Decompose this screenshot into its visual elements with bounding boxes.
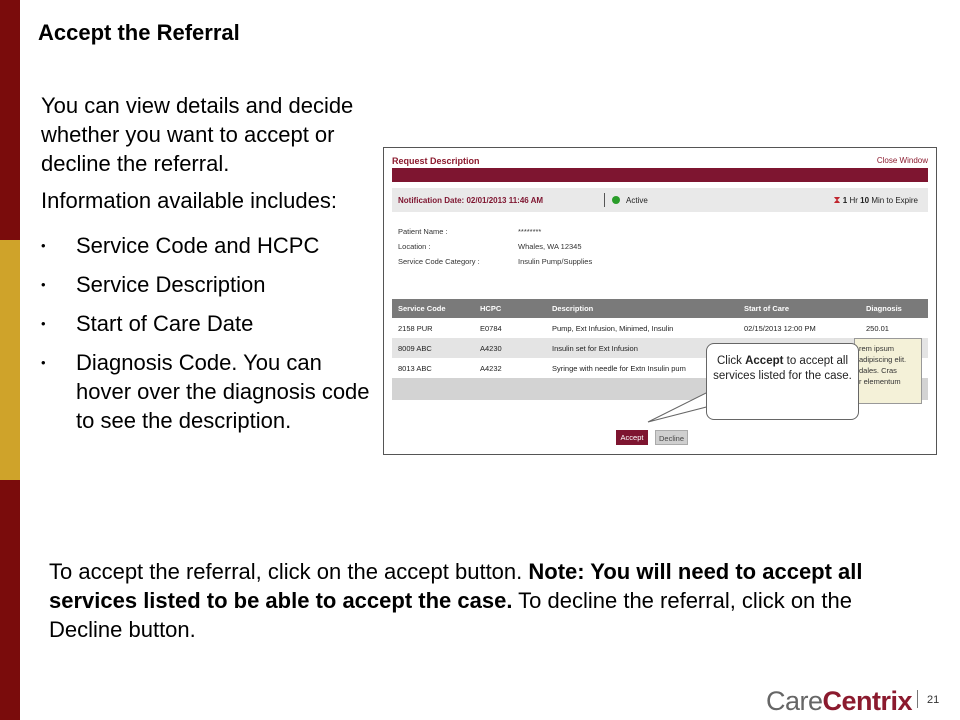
footer-divider [917, 690, 918, 708]
list-item [41, 309, 371, 338]
intro-paragraph-1: You can view details and decide whether you want to accept or decline the referral. [41, 93, 354, 176]
close-window-link[interactable]: Close Window [876, 156, 928, 165]
logo-part-2: Centrix [822, 686, 913, 716]
callout-text-bold: Accept [745, 355, 784, 367]
table-cell: Pump, Ext Infusion, Minimed, Insulin [552, 323, 674, 333]
page-number: 21 [927, 694, 940, 706]
divider [604, 193, 605, 207]
bullet-list [41, 231, 371, 435]
info-row [398, 224, 728, 239]
expire-minutes: 10 [860, 196, 870, 205]
bullet-text: Start of Care Date [76, 311, 254, 336]
list-item [41, 270, 371, 299]
table-cell: Syringe with needle for Extn Insulin pum [552, 363, 686, 373]
tooltip-line: adipiscing elit. [859, 355, 907, 364]
column-header: Service Code [392, 299, 474, 318]
bullet-text: Service Code and HCPC [76, 233, 320, 258]
expire-hours: 1 [842, 196, 848, 205]
status-badge: Active [626, 196, 648, 205]
bullet-text: Diagnosis Code. You can hover over the diagnosis code to see the description. [76, 350, 370, 433]
carecentrix-logo [766, 686, 912, 717]
tooltip-line: rem ipsum [859, 344, 895, 353]
instruction-pre: To accept the referral, click on the accept button. [49, 559, 529, 584]
bullet-icon: • [41, 355, 46, 370]
callout-text-pre: Click [716, 355, 746, 367]
list-item [41, 348, 371, 435]
info-row [398, 239, 728, 254]
table-cell: A4232 [480, 363, 502, 373]
intro-paragraph-2: Information available includes: [41, 188, 337, 213]
window-title: Request Description [392, 156, 480, 166]
table-cell: E0784 [480, 323, 502, 333]
left-bar-red-top [0, 0, 20, 240]
slide-title: Accept the Referral [38, 20, 240, 45]
instruction-post: To decline the referral, click on the Decline button. [49, 588, 852, 642]
expire-minutes-label: Min to Expire [871, 196, 918, 205]
info-label: Location : [398, 242, 431, 251]
tooltip-line: dales. Cras [859, 366, 897, 375]
bullet-icon: • [41, 277, 46, 292]
accept-callout [706, 343, 859, 420]
column-header: Start of Care [738, 299, 860, 318]
info-label: Patient Name : [398, 227, 448, 236]
info-row [398, 254, 728, 269]
expire-hours-label: Hr [849, 196, 858, 205]
left-bar-gold [0, 240, 20, 480]
instruction-text [49, 557, 929, 644]
table-row [392, 318, 928, 338]
table-cell: 2158 PUR [398, 323, 433, 333]
hourglass-icon: ⧗ [833, 195, 841, 206]
callout-text-post: to accept all services listed for the case. [713, 355, 852, 382]
notification-bar [392, 188, 928, 212]
header-bar [392, 168, 928, 182]
window-header [384, 148, 936, 170]
table-cell: 8009 ABC [392, 338, 474, 358]
info-label: Service Code Category : [398, 257, 480, 266]
column-header: Diagnosis [860, 299, 928, 318]
decline-button[interactable]: Decline [655, 430, 688, 445]
bullet-text: Service Description [76, 272, 266, 297]
diagnosis-code-link[interactable]: 250.01 [866, 323, 889, 333]
tooltip-line: r elementum [859, 377, 901, 386]
info-value: Whales, WA 12345 [518, 242, 582, 251]
intro-text [41, 91, 371, 445]
status-active-icon [612, 196, 620, 204]
logo-part-1: Care [766, 686, 823, 716]
list-item [41, 231, 371, 260]
table-cell: A4230 [474, 338, 546, 358]
table-cell: Insulin set for Ext Infusion [546, 338, 738, 358]
patient-info [398, 224, 728, 269]
info-value: Insulin Pump/Supplies [518, 257, 593, 266]
instruction-note: Note: You will need to accept all services listed to be able to accept the case. [49, 559, 863, 613]
bullet-icon: • [41, 316, 46, 331]
table-cell: 02/15/2013 12:00 PM [744, 323, 816, 333]
expire-timer [834, 195, 918, 206]
info-value: ******** [518, 227, 542, 236]
diagnosis-tooltip [854, 338, 922, 404]
table-header-row [392, 299, 928, 318]
column-header: Description [546, 299, 738, 318]
column-header: HCPC [474, 299, 546, 318]
table-cell: 8013 ABC [398, 363, 432, 373]
accept-button[interactable]: Accept [616, 430, 648, 445]
left-bar-red-bottom [0, 480, 20, 720]
bullet-icon: • [41, 238, 46, 253]
notification-date: Notification Date: 02/01/2013 11:46 AM [398, 196, 544, 205]
